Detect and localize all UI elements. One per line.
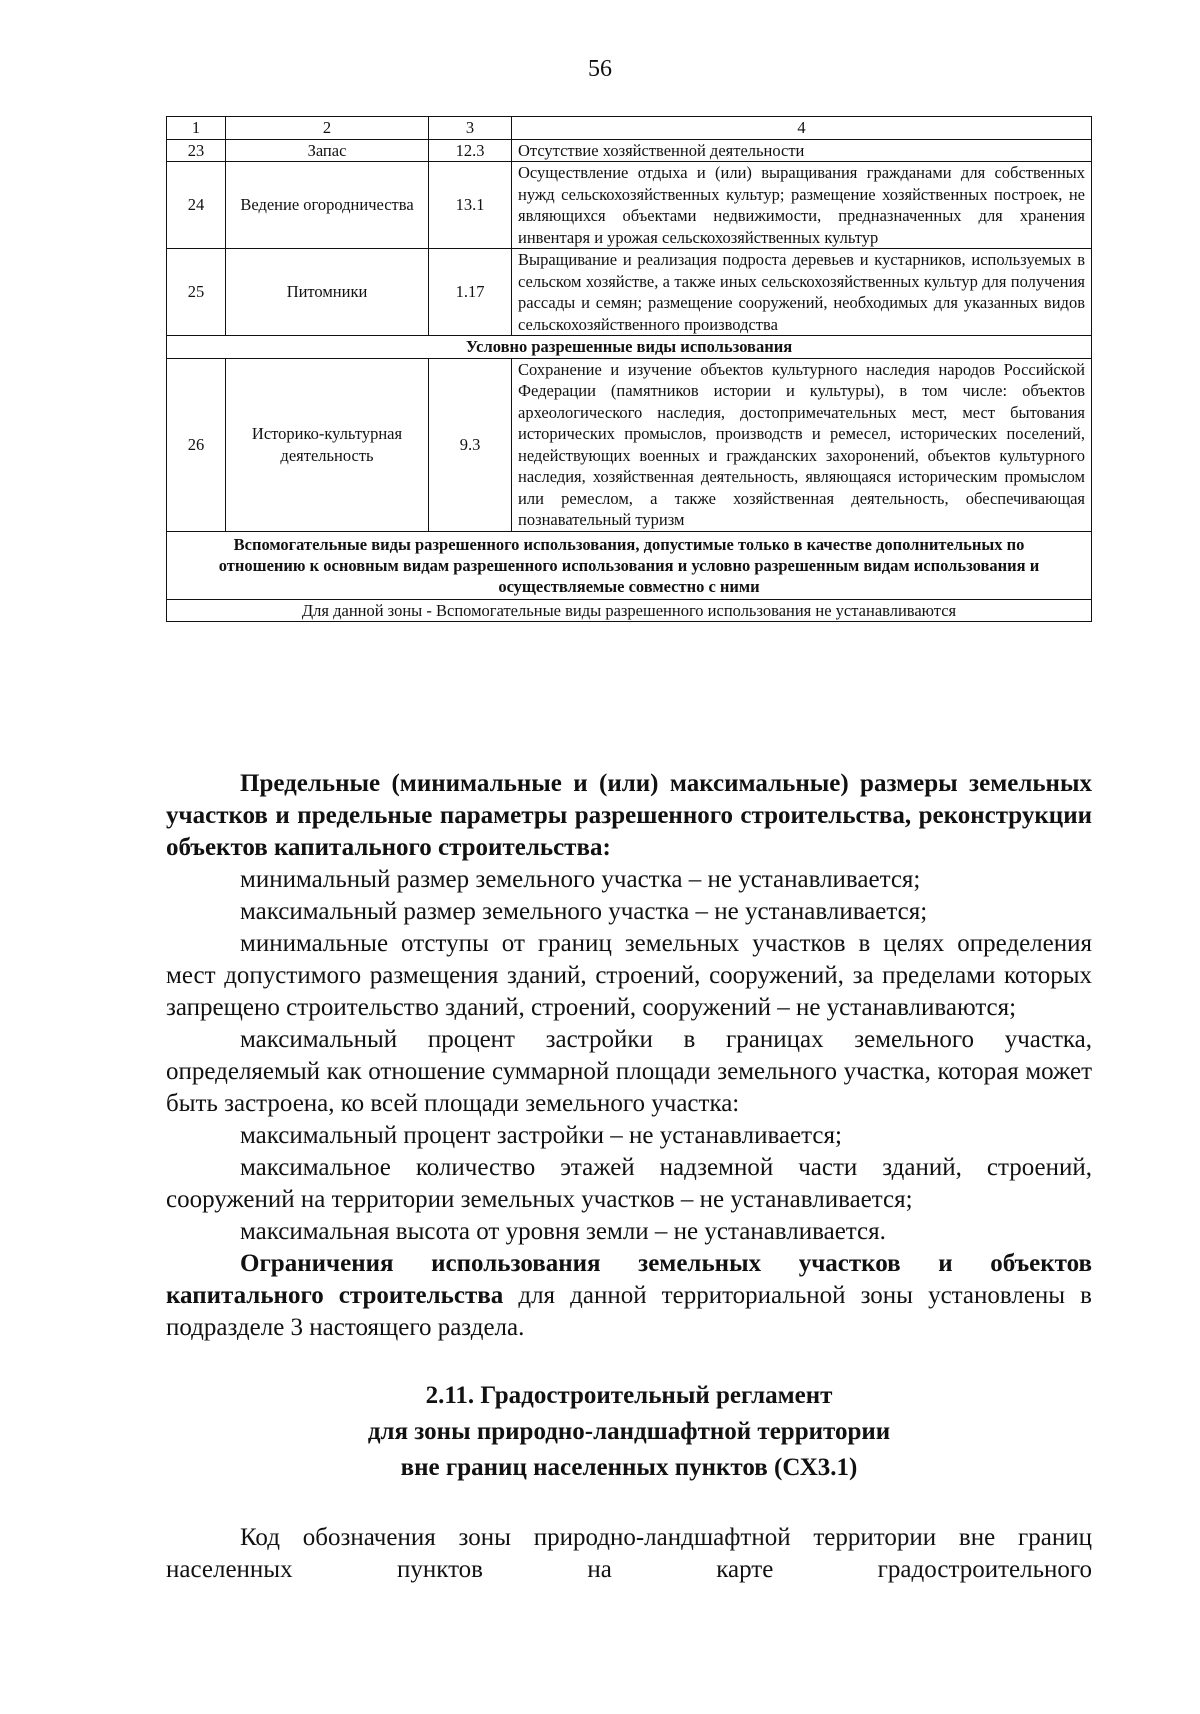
header-cell: 3: [429, 117, 512, 140]
table-row: [167, 249, 1092, 336]
row-number: 26: [167, 358, 226, 531]
table-row: [167, 162, 1092, 249]
restrictions-rest: для данной территориальной зоны установлены в подразделе 3 настоящего раздела.: [166, 1282, 1092, 1341]
use-description: Отсутствие хозяйственной деятельности: [512, 139, 1092, 162]
use-name: Питомники: [226, 249, 429, 336]
row-number: 24: [167, 162, 226, 249]
parameter-item: максимальное количество этажей надземной части зданий, строений, сооружений на территории земельных участков – не устанавливается;: [166, 1154, 1092, 1213]
auxiliary-uses-note: [167, 599, 1092, 622]
use-code: 12.3: [429, 139, 512, 162]
zone-code-paragraph: Код обозначения зоны природно-ландшафтной территории вне границ населенных пунктов на карте градостроительного: [166, 1524, 1092, 1583]
use-code: 9.3: [429, 358, 512, 531]
parameters-heading: Предельные (минимальные и (или) максимальные) размеры земельных участков и предельные параметры разрешенного строительства, реконструкции объектов капитального строительства:: [166, 770, 1092, 861]
section-title-line: 2.11. Градостроительный регламент: [425, 1382, 833, 1409]
table-row: [167, 358, 1092, 531]
parameter-item: максимальный размер земельного участка – не устанавливается;: [240, 898, 928, 925]
regulation-table: [166, 116, 1092, 622]
parameter-item: максимальная высота от уровня земли – не устанавливается.: [240, 1218, 886, 1245]
conditional-uses-header-cell: Условно разрешенные виды использования: [167, 336, 1092, 359]
use-name: Ведение огородничества: [226, 162, 429, 249]
use-code: 13.1: [429, 162, 512, 249]
use-name: Историко-культурная деятельность: [226, 358, 429, 531]
row-number: 23: [167, 139, 226, 162]
restrictions-bold: Ограничения использования земельных участков и объектов капитального строительства: [166, 1250, 1092, 1309]
section-title: [166, 1378, 1092, 1486]
parameter-item: максимальный процент застройки в границах земельного участка, определяемый как отношение суммарной площади земельного участка, которая может быть застроена, ко всей площади земельного участка:: [166, 1026, 1092, 1117]
auxiliary-uses-header: [167, 531, 1092, 599]
conditional-uses-header: [167, 336, 1092, 359]
table-row: [167, 139, 1092, 162]
header-cell: 1: [167, 117, 226, 140]
auxiliary-uses-header-cell: Вспомогательные виды разрешенного использования, допустимые только в качестве дополнительных по отношению к основным видам разрешенного использования и условно разрешенным видам использования и осуществляемые совместно с ними: [167, 531, 1092, 599]
row-number: 25: [167, 249, 226, 336]
parameter-item: максимальный процент застройки – не устанавливается;: [240, 1122, 842, 1149]
header-cell: 2: [226, 117, 429, 140]
auxiliary-uses-note-cell: Для данной зоны - Вспомогательные виды разрешенного использования не устанавливаются: [167, 599, 1092, 622]
use-code: 1.17: [429, 249, 512, 336]
use-description: Осуществление отдыха и (или) выращивания гражданами для собственных нужд сельскохозяйственных культур; размещение хозяйственных построек, не являющихся объектами недвижимости, предназначенных для хранения инвентаря и урожая сельскохозяйственных культур: [512, 162, 1092, 249]
use-description: Сохранение и изучение объектов культурного наследия народов Российской Федерации (памятников истории и культуры), в том числе: объектов археологического наследия, достопримечательных мест, мест бытования исторических промыслов, производств и ремесел, исторических поселений, недействующих военных и гражданских захоронений, объектов культурного наследия, хозяйственная деятельность, являющаяся историческим промыслом или ремеслом, а также хозяйственная деятельность, обеспечивающая познавательный туризм: [512, 358, 1092, 531]
parameter-item: минимальный размер земельного участка – не устанавливается;: [240, 866, 921, 893]
page-number: 56: [588, 56, 612, 82]
section-title-line: для зоны природно-ландшафтной территории: [367, 1418, 891, 1445]
table-header-row: [167, 117, 1092, 140]
use-description: Выращивание и реализация подроста деревьев и кустарников, используемых в сельском хозяйстве, а также иных сельскохозяйственных культур для получения рассады и семян; размещение сооружений, необходимых для указанных видов сельскохозяйственного производства: [512, 249, 1092, 336]
header-cell: 4: [512, 117, 1092, 140]
regulation-text: [166, 768, 1092, 1586]
section-title-line: вне границ населенных пунктов (СХ3.1): [400, 1454, 858, 1481]
use-name: Запас: [226, 139, 429, 162]
restrictions-paragraph: [166, 1248, 1092, 1344]
parameter-item: минимальные отступы от границ земельных участков в целях определения мест допустимого размещения зданий, строений, сооружений, за пределами которых запрещено строительство зданий, строений, сооружений – не устанавливаются;: [166, 930, 1092, 1021]
